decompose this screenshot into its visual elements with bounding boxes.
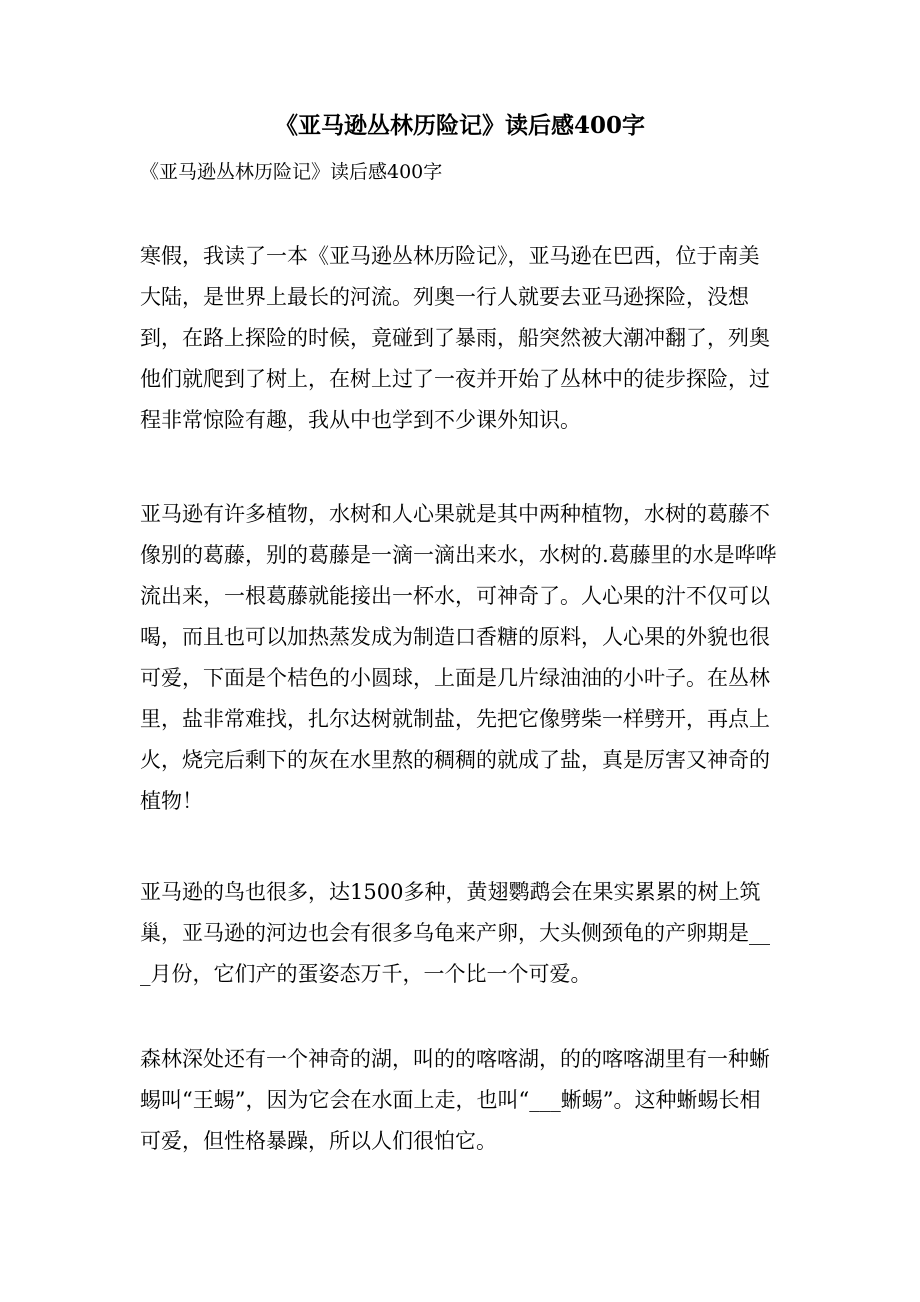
document-subtitle: 《亚马逊丛林历险记》读后感400字 [140, 161, 443, 183]
paragraph-lake: 森林深处还有一个神奇的湖，叫的的喀喀湖，的的喀喀湖里有一种蜥蜴叫“王蜴”，因为它会在水面上走，也叫“___蜥蜴”。这种蜥蜴长相可爱，但性格暴躁，所以人们很怕它。 [140, 1047, 770, 1153]
document-title: 《亚马逊丛林历险记》读后感400字 [274, 112, 645, 139]
paragraph-intro: 寒假，我读了一本《亚马逊丛林历险记》，亚马逊在巴西，位于南美大陆，是世界上最长的河流。列奥一行人就要去亚马逊探险，没想到，在路上探险的时候，竟碰到了暴雨，船突然被大潮冲翻了，列奥他们就爬到了树上，在树上过了一夜并开始了丛林中的徒步探险，过程非常惊险有趣，我从中也学到不少课外知识。 [140, 244, 770, 432]
paragraph-plants: 亚马逊有许多植物，水树和人心果就是其中两种植物，水树的葛藤不像别的葛藤，别的葛藤是一滴一滴出来水，水树的.葛藤里的水是哗哗流出来，一根葛藤就能接出一杯水，可神奇了。人心果的汁不仅可以喝，而且也可以加热蒸发成为制造口香糖的原料，人心果的外貌也很可爱，下面是个桔色的小圆球，上面是几片绿油油的小叶子。在丛林里，盐非常难找，扎尔达树就制盐，先把它像劈柴一样劈开，再点上火，烧完后剩下的灰在水里熬的稠稠的就成了盐，真是厉害又神奇的植物！ [140, 502, 777, 813]
paragraph-birds: 亚马逊的鸟也很多，达1500多种，黄翅鹦鹉会在果实累累的树上筑巢，亚马逊的河边也会有很多乌龟来产卵，大头侧颈龟的产卵期是___月份，它们产的蛋姿态万千，一个比一个可爱。 [140, 880, 770, 986]
